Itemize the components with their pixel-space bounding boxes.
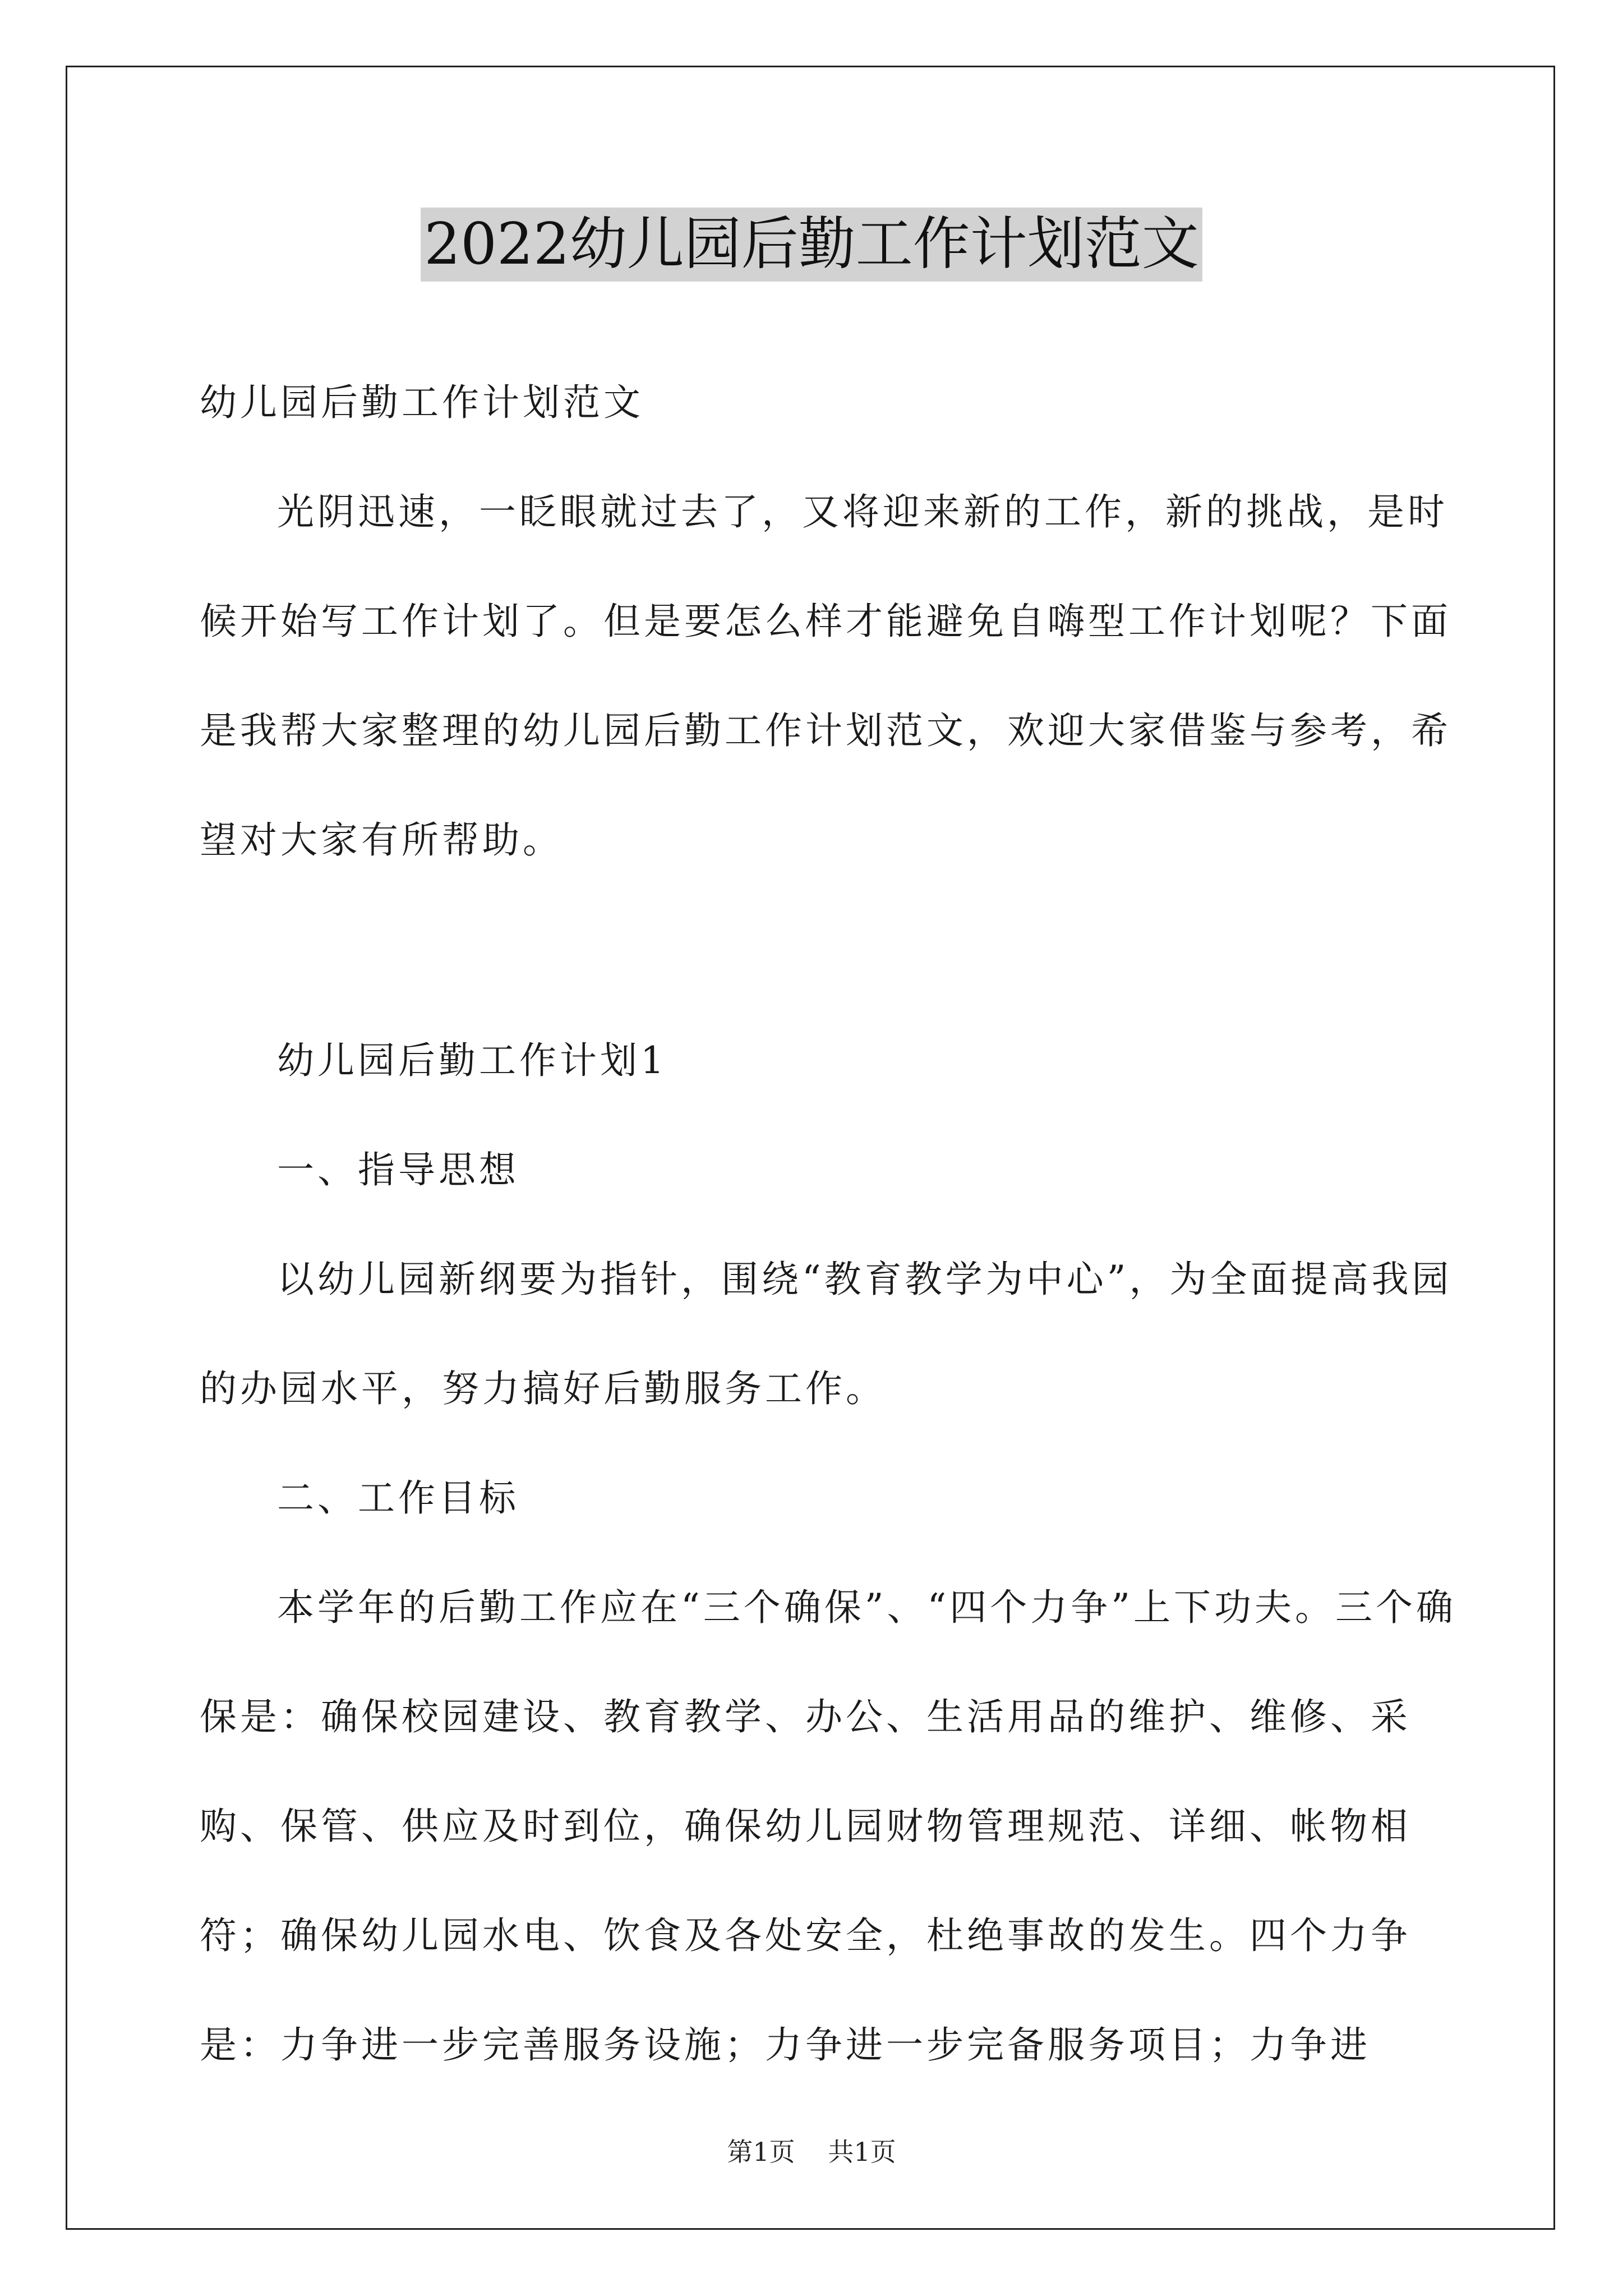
guiding-ideology-paragraph: 以幼儿园新纲要为指针，围绕“教育教学为中心”，为全面提高我园的办园水平，努力搞好后勤服务工作。 <box>200 1258 1453 1410</box>
document-body <box>200 348 1461 2100</box>
document-title: 2022幼儿园后勤工作计划范文 <box>421 208 1202 282</box>
subtitle-paragraph: 幼儿园后勤工作计划范文 <box>200 381 644 424</box>
intro-paragraph: 光阴迅速，一眨眼就过去了，又将迎来新的工作，新的挑战，是时候开始写工作计划了。但是要怎么样才能避免自嗨型工作计划呢？下面是我帮大家整理的幼儿园后勤工作计划范文，欢迎大家借鉴与参考，希望对大家有所帮助。 <box>200 490 1451 862</box>
section-heading: 幼儿园后勤工作计划1 <box>277 1039 667 1082</box>
page-total: 共1页 <box>828 2137 896 2167</box>
page-footer <box>0 2132 1623 2169</box>
subheading-guiding-ideology: 一、指导思想 <box>277 1148 519 1191</box>
subheading-work-goals: 二、工作目标 <box>277 1476 519 1520</box>
work-goals-paragraph: 本学年的后勤工作应在“三个确保”、“四个力争”上下功夫。三个确保是：确保校园建设、教育教学、办公、生活用品的维护、维修、采购、保管、供应及时到位，确保幼儿园财物管理规范、详细、帐物相符；确保幼儿园水电、饮食及各处安全，杜绝事故的发生。四个力争是：力争进一步完善服务设施；力争进一步完备服务项目；力争进 <box>200 1586 1456 2067</box>
title-container <box>0 208 1623 282</box>
page-number: 第1页 <box>727 2137 795 2167</box>
